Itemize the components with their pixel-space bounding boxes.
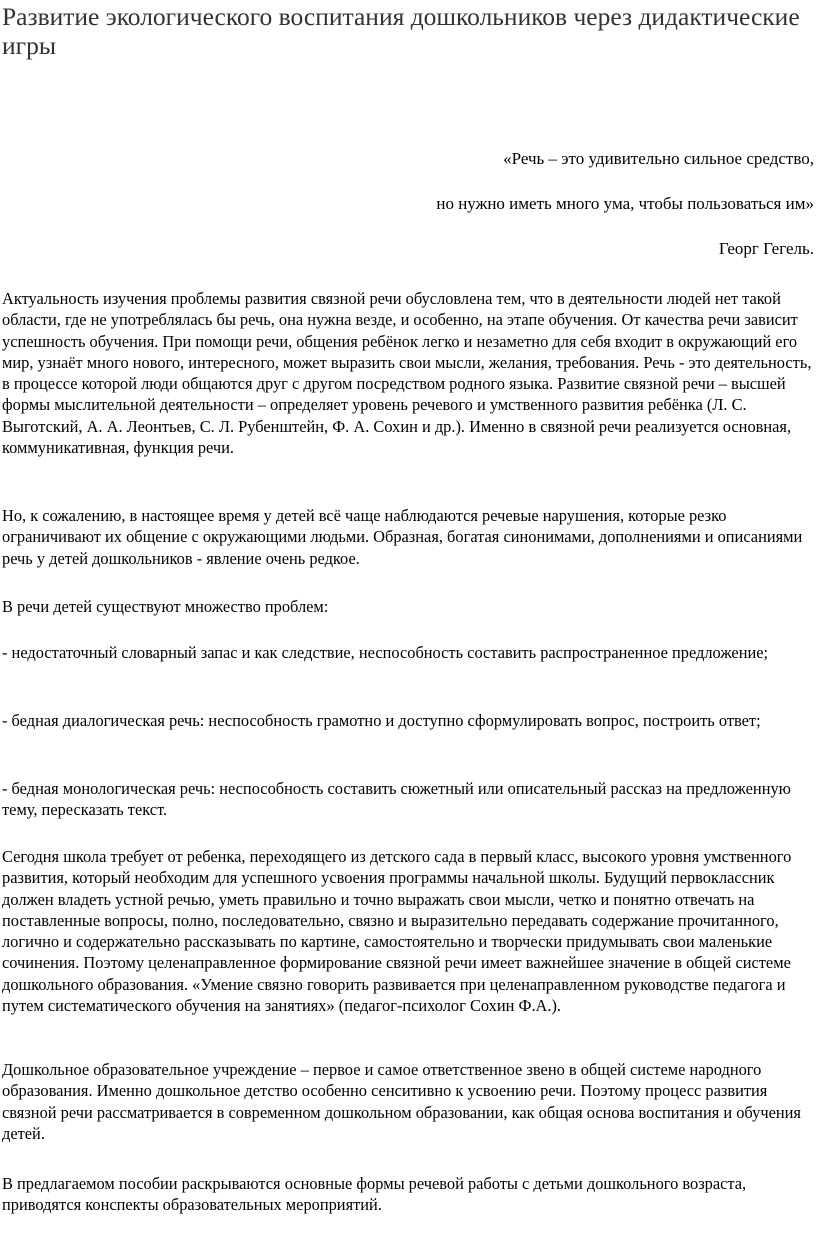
list-item-monologic-speech: - бедная монологическая речь: неспособность составить сюжетный или описательный рассказ на предложенную тему, пересказать текст. [2,779,791,820]
document-title: Развитие экологического воспитания дошкольников через дидактические игры [2,2,800,60]
paragraph-problems-intro: В речи детей существуют множество проблем: [2,597,329,616]
paragraph-school-requirements: Сегодня школа требует от ребенка, переходящего из детского сада в первый класс, высокого уровня умственного развития, который необходим для успешного усвоения программы начальной школы. Будущий первоклассник должен владеть устной речью, уметь правильно и точно выражать свои мысли, четко и понятно отвечать на поставленные вопросы, полно, последовательно, связно и выразительно передавать содержание прочитанного, логично и содержательно рассказывать по картине, самостоятельно и творчески придумывать свои маленькие сочинения. Поэтому целенаправленное формирование связной речи имеет важнейшее значение в общей системе дошкольного образования. «Умение связно говорить развивается при целенаправленном руководстве педагога и путем систематического обучения на занятиях» (педагог-психолог Сохин Ф.А.). [2,847,792,1016]
paragraph-manual-summary: В предлагаемом пособии раскрываются основные формы речевой работы с детьми дошкольного возраста, приводятся конспекты образовательных мероприятий. [2,1174,747,1215]
paragraph-preschool-institution: Дошкольное образовательное учреждение – первое и самое ответственное звено в общей системе народного образования. Именно дошкольное детство особенно сенситивно к усвоению речи. Поэтому процесс развития связной речи рассматривается в современном дошкольном образовании, как общая основа воспитания и обучения детей. [2,1060,801,1143]
paragraph-relevance: Актуальность изучения проблемы развития связной речи обусловлена тем, что в деятельности людей нет такой области, где не употреблялась бы речь, она нужна везде, и особенно, на этапе обучения. От качества речи зависит успешность обучения. При помощи речи, общения ребёнок легко и незаметно для себя входит в окружающий его мир, узнаёт много нового, интересного, может выразить свои мысли, желания, требования. Речь - это деятельность, в процессе которой люди общаются друг с другом посредством родного языка. Развитие связной речи – высшей формы мыслительной деятельности – определяет уровень речевого и умственного развития ребёнка (Л. С. Выготский, А. А. Леонтьев, С. Л. Рубенштейн, Ф. А. Сохин и др.). Именно в связной речи реализуется основная, коммуникативная, функция речи. [2,289,812,458]
list-item-vocabulary: - недостаточный словарный запас и как следствие, неспособность составить распространенное предложение; [2,643,769,662]
epigraph-quote-line-2: но нужно иметь много ума, чтобы пользоваться им» [436,194,814,213]
epigraph-author: Георг Гегель. [718,239,814,258]
paragraph-speech-disorders: Но, к сожалению, в настоящее время у детей всё чаще наблюдаются речевые нарушения, которые резко ограничивают их общение с окружающими людьми. Образная, богатая синонимами, дополнениями и описаниями речь у детей дошкольников - явление очень редкое. [2,506,803,568]
list-item-dialogic-speech: - бедная диалогическая речь: неспособность грамотно и доступно сформулировать вопрос, построить ответ; [2,711,761,730]
epigraph-quote-line-1: «Речь – это удивительно сильное средство, [503,149,814,168]
